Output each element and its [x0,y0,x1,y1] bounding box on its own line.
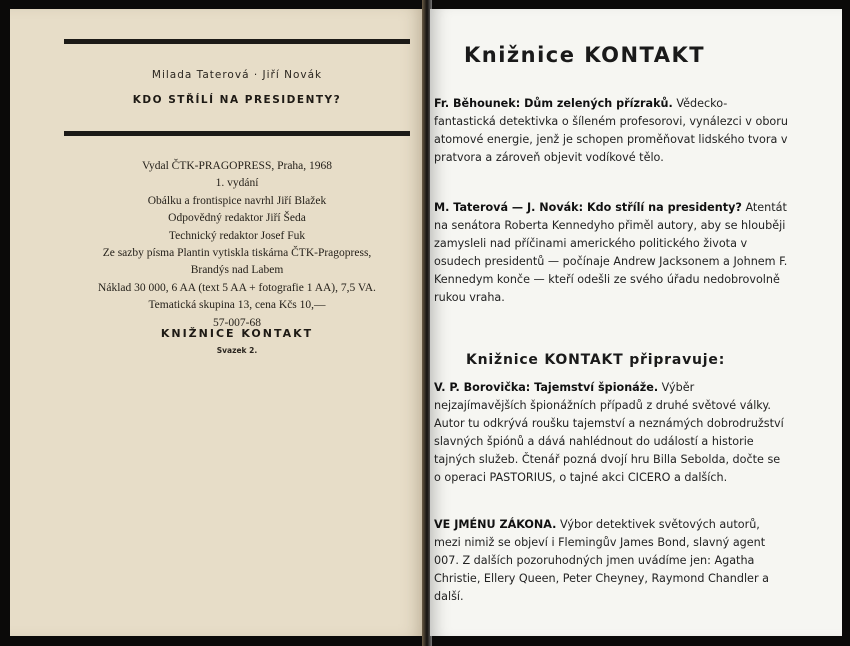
authors: Milada Taterová · Jiří Novák [151,69,323,81]
forthcoming-entry [434,516,788,606]
imprint-line: Technický redaktor Josef Fuk [168,229,306,242]
top-rule [64,39,410,44]
entry-text: Výbor detektivek světových autorů, mezi nimiž se objeví i Flemingův James Bond, slavný agent 007. Z dalších pozoruhodných jmen uvádíme jen: Agatha Christie, Ellery Queen, Peter Cheyney, Raymond Chandler a další. [434,518,769,603]
bottom-rule [64,131,410,136]
imprint-line: Brandýs nad Labem [190,264,284,277]
forthcoming-heading: Knižnice KONTAKT připravuje: [466,352,726,368]
right-page [430,9,842,636]
entry-title: M. Taterová — J. Novák: Kdo střílí na presidenty? [434,201,742,214]
imprint-line: Náklad 30 000, 6 AA (text 5 AA + fotografie 1 AA), 7,5 VA. [98,281,376,294]
entry-title: V. P. Borovička: Tajemství špionáže. [434,381,659,394]
entry-text: Výběr nejzajímavějších špionážních případů z druhé světové války. Autor tu odkrývá roušku tajemství a neznámých dobrodružství slavných špiónů a dává nahlédnout do událostí a historie tajných služeb. Čtenář pozná dvojí hru Billa Sebolda, dočte se o operaci PASTORIUS, o tajné akci CICERO a dalších. [434,381,784,484]
series-heading: Knižnice KONTAKT [464,43,706,67]
series-name: KNIŽNICE KONTAKT [160,327,314,340]
imprint-line: Obálku a frontispice navrhl Jiří Blažek [147,194,327,207]
imprint-line: 1. vydání [215,177,259,190]
entry-title: VE JMÉNU ZÁKONA. [434,518,557,531]
left-page [10,9,424,636]
imprint-line: Vydal ČTK-PRAGOPRESS, Praha, 1968 [141,160,333,172]
entry-title: Fr. Běhounek: Dům zelených přízraků. [434,97,673,110]
imprint [64,158,410,332]
imprint-line: Odpovědný redaktor Jiří Šeda [168,212,306,225]
imprint-line: Ze sazby písma Plantin vytiskla tiskárna ČTK-Pragopress, [102,247,372,260]
entry-text: Atentát na senátora Roberta Kennedyho přiměl autory, aby se hlouběji zamysleli nad příčinami amerického politického života v osudech presidentů — počínaje Andrew Jacksonem a Johnem F. Kennedym konče — kteří odešli ze svého úřadu nedobrovolně rukou vraha. [434,201,788,304]
entry-text: Vědecko-fantastická detektivka o šíleném profesorovi, vynálezci v oboru atomové energie, jenž je schopen proměňovat lidského tvora v pratvora a zároveň objevit vodíkové tělo. [434,97,788,164]
catalog-entry [434,95,788,167]
imprint-line: 57-007-68 [213,316,261,329]
catalog-entry [434,199,788,307]
book-title: KDO STŘÍLÍ NA PRESIDENTY? [132,94,342,106]
forthcoming-entry [434,379,788,487]
imprint-line: Tematická skupina 13, cena Kčs 10,— [148,299,326,312]
volume-number: Svazek 2. [216,346,258,355]
